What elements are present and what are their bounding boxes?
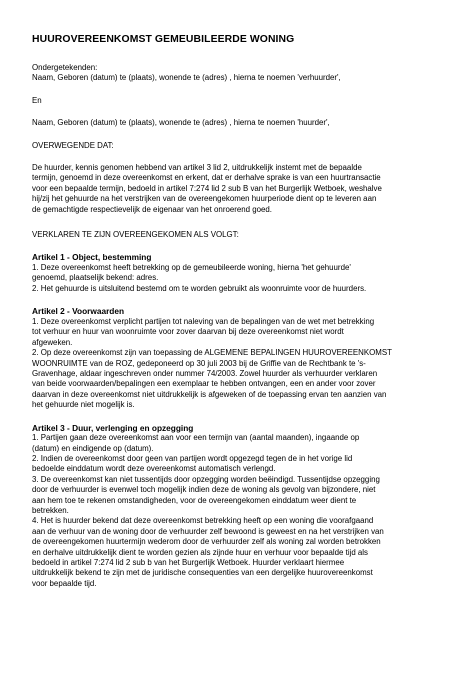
text-line: betrekken. <box>32 505 69 515</box>
agreement-label: VERKLAREN TE ZIJN OVEREENGEKOMEN ALS VOLGT: <box>32 230 239 240</box>
text-line: termijn, genoemd in deze overeenkomst en erkent, dat er derhalve sprake is van een huurtransactie <box>32 173 381 183</box>
document-title: HUUROVEREENKOMST GEMEUBILEERDE WONING <box>32 34 295 45</box>
text-line: bedoelde einddatum wordt deze overeenkomst automatisch verlengd. <box>32 464 276 474</box>
text-line: bedoeld in artikel 7:274 lid 2 sub b van het Burgerlijk Wetboek. Huurder verklaart hiermee <box>32 558 345 567</box>
text-line: hij/zij het gehuurde na het verstrijken van de overeengekomen huurperiode dient op te leveren aan <box>32 194 377 204</box>
text-line: voor een bepaalde termijn, bedoeld in artikel 7:274 lid 2 sub B van het Burgerlijk Wetboek, weshalve <box>32 183 382 193</box>
intro-label: Ondergetekenden: <box>32 63 98 72</box>
considerations-label: OVERWEGENDE DAT: <box>32 140 114 150</box>
article-heading: Artikel 1 - Object, bestemming <box>32 252 152 263</box>
text-line: aan hem toe te rekenen omstandigheden, voor de overeengekomen einddatum weer dient te <box>32 495 357 505</box>
text-line: 1. Deze overeenkomst heeft betrekking op de gemeubileerde woning, hierna 'het gehuurde' <box>32 263 351 273</box>
text-line: door de verhuurder is evenwel toch mogelijk indien deze de woning als gevolg van bijzondere, niet <box>32 485 376 495</box>
text-line: uitdrukkelijk bekend te zijn met de juridische consequenties van een dergelijke huurovereenkomst <box>32 568 373 578</box>
party-tenant: Naam, Geboren (datum) te (plaats), wonende te (adres) , hierna te noemen 'huurder', <box>32 118 330 128</box>
text-line: van beide voorwaarden/bepalingen een exemplaar te hebben ontvangen, een en ander voor zover <box>32 379 376 389</box>
article-heading: Artikel 3 - Duur, verlenging en opzegging <box>32 422 194 433</box>
text-line: tot verhuur en huur van woonruimte voor zover daarvan bij deze overeenkomst niet wordt <box>32 327 344 337</box>
text-line: 1. Deze overeenkomst verplicht partijen tot naleving van de bepalingen van de wet met betrekking <box>32 316 375 326</box>
text-line: 4. Het is huurder bekend dat deze overeenkomst betrekking heeft op een woning die voorafgaand <box>32 516 374 526</box>
considerations-text <box>32 163 424 215</box>
text-line: 3. De overeenkomst kan niet tussentijds door opzegging worden beëindigd. Tussentijdse opzegging <box>32 474 380 484</box>
text-line: daarvan in deze overeenkomst niet uitdrukkelijk is afgeweken of de toepassing ervan ten aanzien van <box>32 389 387 399</box>
article-2 <box>32 306 424 410</box>
text-line: (datum) en eindigende op (datum). <box>32 443 154 453</box>
text-line: 2. Indien de overeenkomst door geen van partijen wordt opgezegd tegen de in het vorige lid <box>32 453 353 463</box>
text-line: 2. Op deze overeenkomst zijn van toepassing de ALGEMENE BEPALINGEN HUUROVEREENKOMST <box>32 348 392 358</box>
text-line: de gemachtigde respectievelijk de eigenaar van het onroerend goed. <box>32 204 272 214</box>
text-line: voor bepaalde tijd. <box>32 578 97 588</box>
text-line: WOONRUIMTE van de ROZ, gedeponeerd op 30 juli 2003 bij de Griffie van de Rechtbank te 's- <box>32 358 366 368</box>
text-line: het gehuurde niet mogelijk is. <box>32 400 135 410</box>
text-line: De huurder, kennis genomen hebbend van artikel 3 lid 2, uitdrukkelijk instemt met de bepaalde <box>32 163 362 173</box>
conjunction-en: En <box>32 95 42 105</box>
text-line: Gravenhage, aldaar ingeschreven onder nummer 74/2003. Zowel huurder als verhuurder verklaren <box>32 368 378 378</box>
text-line: de overeengekomen huurtermijn wederom door de verhuurder zelf als woning zal worden betrokken <box>32 537 381 547</box>
text-line: afgeweken. <box>32 337 73 347</box>
text-line: 1. Partijen gaan deze overeenkomst aan voor een termijn van (aantal maanden), ingaande op <box>32 433 360 443</box>
article-heading: Artikel 2 - Voorwaarden <box>32 306 125 317</box>
text-line: genoemd, plaatselijk bekend: adres. <box>32 273 159 283</box>
article-1 <box>32 252 424 294</box>
article-3 <box>32 423 424 590</box>
text-line: aan de verhuur van de woning door de verhuurder zelf bewoond is geweest en na het verstrijken van <box>32 526 384 536</box>
text-line: 2. Het gehuurde is uitsluitend bestemd om te worden gebruikt als woonruimte voor de huurders. <box>32 283 367 293</box>
text-line: en derhalve uitdrukkelijk dient te worden gezien als zijnde huur en verhuur voor bepaalde tijd als <box>32 547 368 557</box>
party-landlord: Naam, Geboren (datum) te (plaats), wonende te (adres) , hierna te noemen 'verhuurder', <box>32 73 341 83</box>
